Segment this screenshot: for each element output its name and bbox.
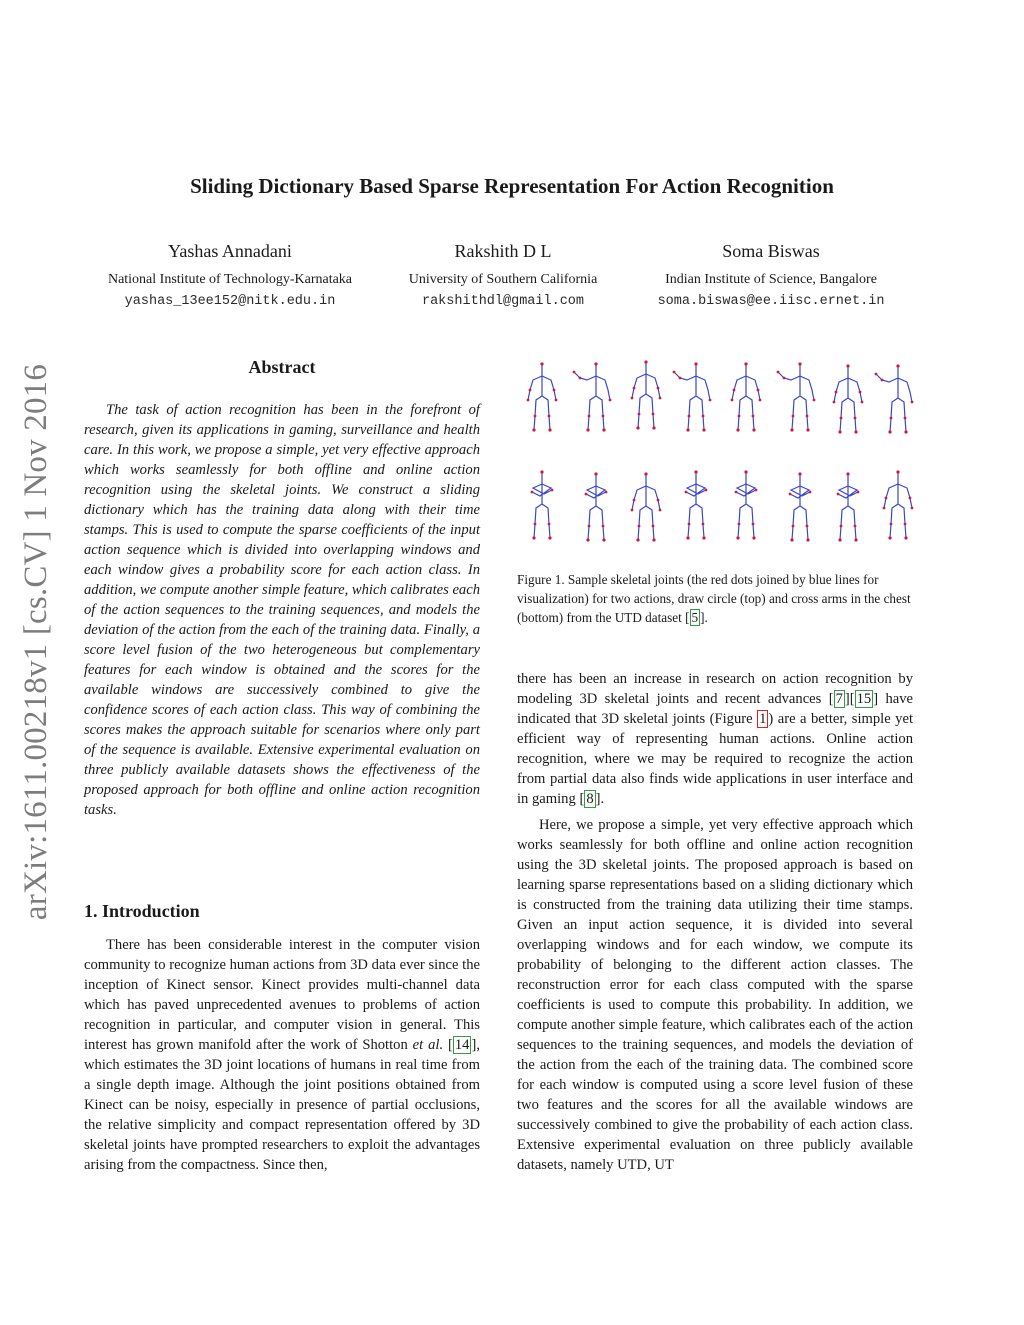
citation-link[interactable]: 7 xyxy=(835,691,843,707)
author-email[interactable]: rakshithdl@gmail.com xyxy=(421,294,585,309)
author-block-2 xyxy=(382,241,624,309)
author-block-1 xyxy=(90,241,370,309)
arxiv-id: arXiv:1611.00218v1 [cs.CV] 1 Nov 2016 xyxy=(18,363,54,921)
right-col-paragraph-2: Here, we propose a simple, yet very effective approach which works seamlessly for both offline and online action recognition using the 3D skeletal joints. The proposed approach is based on learning sparse representations based on a sliding dictionary which is constructed from the training data utilizing their time stamps. Given an input action sequence, it is divided into several overlapping windows and for each window, we compute its probability of belonging to the different action classes. The reconstruction error for each class computed with the sparse coefficients is used to compute this probability. In addition, we compute another simple feature, which calibrates each of the action sequences to the training sequences, and models the deviation of the action from the each of the training data. The combined score for each window is computed using a score level fusion of these two features and the scores for all the available windows are successively combined to give the probability of each action class. Extensive experimental evaluation on three publicly available datasets, namely UTD, UT xyxy=(517,817,913,1173)
right-col-paragraph-1: there has been an increase in research on action recognition by modeling 3D skeletal joints and recent advances [ 7 ][ 15 ] have indicated that 3D skeletal joints (Figure 1 ) are a better, simple yet efficient way of representing human actions. Online action recognition, where we may be required to recognize the action from partial data also finds wide applications in user interface and in gaming [ 8 ]. xyxy=(517,671,913,807)
author-name: Soma Biswas xyxy=(722,241,820,261)
author-affiliation: National Institute of Technology-Karnataka xyxy=(107,272,353,287)
arxiv-side-label xyxy=(18,352,64,932)
author-name: Yashas Annadani xyxy=(168,241,292,261)
figure-skeleton-samples xyxy=(520,352,920,570)
author-affiliation: University of Southern California xyxy=(408,272,598,287)
author-email[interactable]: yashas_13ee152@nitk.edu.in xyxy=(124,294,336,309)
citation-link[interactable]: 8 xyxy=(586,791,594,807)
intro-paragraph: There has been considerable interest in the computer vision community to recognize human actions from 3D data ever since the inception of Kinect sensor. Kinect provides multi-channel data which has paved unprecedented avenues to problems of action recognition in particular, and computer vision in general. This interest has grown manifold after the work of Shotton et al. [ 14 ], which estimates the 3D joint locations of humans in real time from a single depth image. Although the joint positions obtained from Kinect can be noisy, especially in presence of partial occlusions, the relative simplicity and compact representation offered by 3D skeletal joints have prompted researchers to exploit the advantages arising from the compactness. Since then, xyxy=(84,937,480,1173)
citation-link[interactable]: 5 xyxy=(691,610,699,625)
abstract-body: The task of action recognition has been in the forefront of research, given its applications in gaming, surveillance and health care. In this work, we propose a simple, yet very effective approach which works seamlessly for both offline and online action recognition using the skeletal joints. We construct a sliding dictionary which has the training data along with their time stamps. This is used to compute the sparse coefficients of the input action sequence which is divided into overlapping windows and each window gives a probability score for each action class. In addition, we compute another simple feature, which calibrates each of the action sequences to the training sequences, and models the deviation of the action from the each of the training data. Finally, a score level fusion of the two heterogeneous but complementary features for each window is obtained and the scores for the available windows are successively combined to give the confidence scores of each action class. This way of combining the scores makes the approach suitable for scenarios where only part of the sequence is available. Extensive experimental evaluation on three publicly available datasets shows the effectiveness of the proposed approach for both offline and online action recognition tasks. xyxy=(84,402,480,818)
author-affiliation: Indian Institute of Science, Bangalore xyxy=(665,272,877,287)
figure-top-row xyxy=(527,360,914,433)
paper-title: Sliding Dictionary Based Sparse Representation For Action Recognition xyxy=(190,174,834,198)
abstract-heading: Abstract xyxy=(248,357,316,377)
figure-reference-link[interactable]: 1 xyxy=(759,711,767,727)
author-block-3 xyxy=(636,241,906,309)
section-heading-introduction: 1. Introduction xyxy=(84,901,200,921)
citation-link[interactable]: 14 xyxy=(454,1037,470,1053)
figure-bottom-row xyxy=(531,470,914,541)
figure-caption: Figure 1. Sample skeletal joints (the red dots joined by blue lines for visualization) for two actions, draw circle (top) and cross arms in the chest (bottom) from the UTD dataset [ 5 ]. xyxy=(517,572,911,625)
author-name: Rakshith D L xyxy=(454,241,552,261)
author-email[interactable]: soma.biswas@ee.iisc.ernet.in xyxy=(657,294,885,309)
citation-link[interactable]: 15 xyxy=(856,691,872,707)
